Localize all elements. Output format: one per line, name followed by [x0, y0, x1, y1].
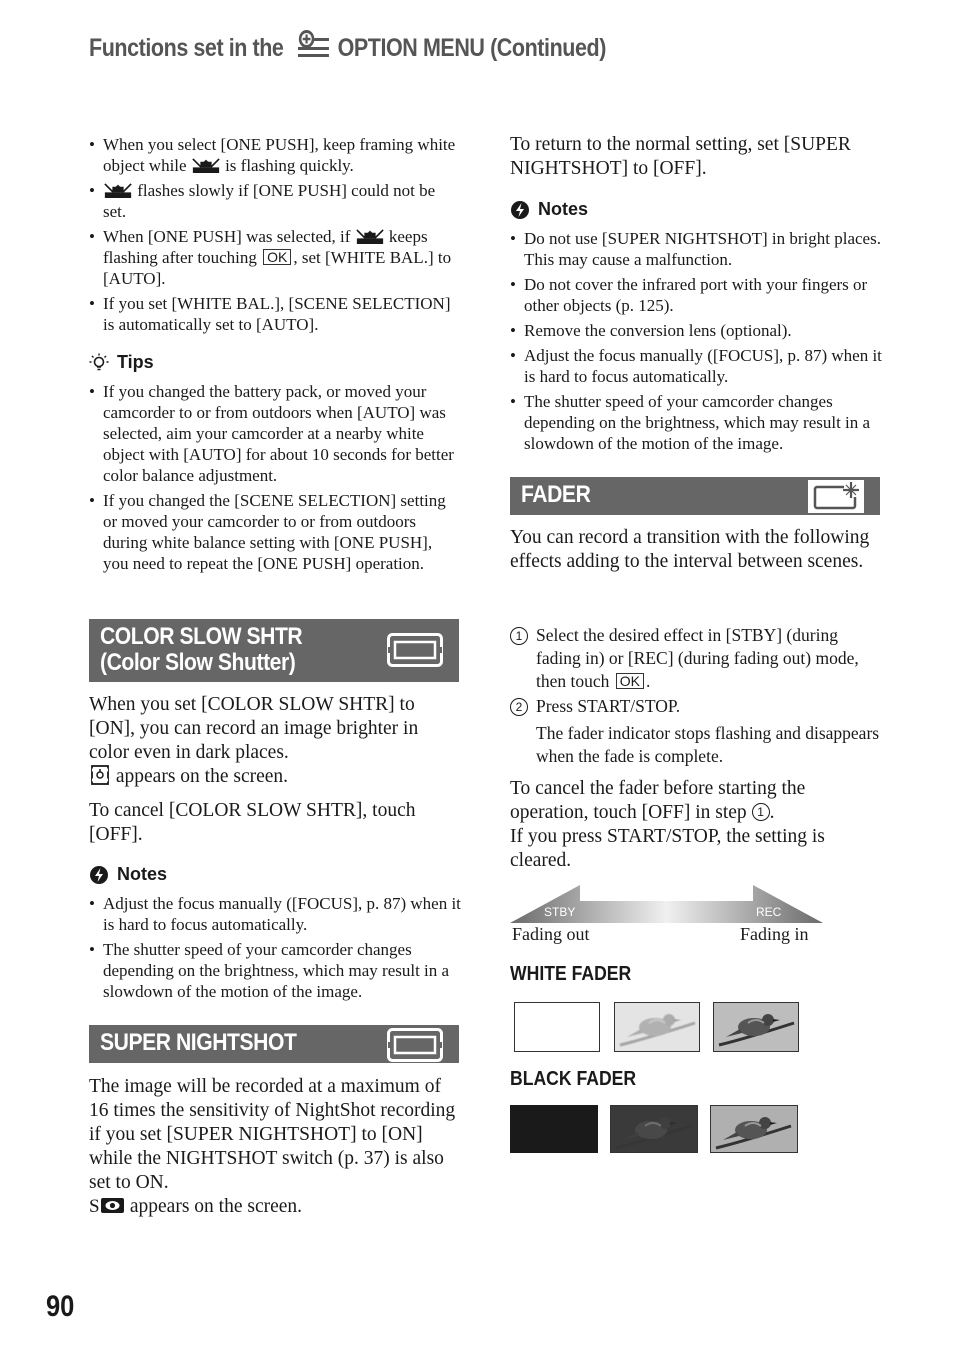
- white-fader-frame-2: [614, 1002, 700, 1052]
- tips-heading: Tips: [89, 352, 154, 373]
- section-subtitle: (Color Slow Shutter): [100, 649, 296, 676]
- camera-mode-icon: [387, 1028, 443, 1062]
- one-push-wb-icon: [355, 228, 385, 245]
- list-item: • If you changed the [SCENE SELECTION] setting or moved your camcorder to or from outdoors during white balance setting with [ONE PUSH], you need to repeat the [ONE PUSH] operation.: [89, 490, 461, 574]
- super-nightshot-description: The image will be recorded at a maximum of 16 times the sensitivity of NightShot recording if you set [SUPER NIGHTSHOT] to [ON] while the NIGHTSHOT switch (p. 37) is also set to ON. S appears on the screen.: [89, 1076, 456, 1217]
- super-nightshot-return: To return to the normal setting, set [SUPER NIGHTSHOT] to [OFF].: [510, 134, 851, 179]
- list-item: • The shutter speed of your camcorder changes depending on the brightness, which may result in a slowdown of the motion of the image.: [510, 391, 882, 454]
- white-balance-bullets: [89, 134, 461, 339]
- color-slow-shtr-title-bar: [89, 619, 459, 682]
- list-item: • Adjust the focus manually ([FOCUS], p. 87) when it is hard to focus automatically.: [510, 345, 882, 387]
- black-fader-frame-1: [510, 1105, 598, 1153]
- fading-out-label: Fading out: [512, 924, 590, 944]
- step-1: 1 Select the desired effect in [STBY] (during fading in) or [REC] (during fading out) mode, then touch OK .: [510, 624, 882, 693]
- fade-diagram: [510, 883, 826, 925]
- header-prefix: Functions set in the: [89, 34, 284, 62]
- ok-button-icon: OK: [616, 673, 644, 689]
- one-push-wb-icon: [191, 157, 221, 174]
- fader-intro: You can record a transition with the following effects adding to the interval between scenes.: [510, 527, 870, 572]
- super-nightshot-title-bar: [89, 1025, 459, 1063]
- step-2-detail: The fader indicator stops flashing and disappears when the fade is complete.: [536, 723, 880, 766]
- lightbulb-icon: [89, 353, 109, 373]
- list-item: • Do not use [SUPER NIGHTSHOT] in bright places. This may cause a malfunction.: [510, 228, 882, 270]
- tips-list: [89, 381, 461, 578]
- notes-icon: [89, 865, 109, 885]
- page-header: [89, 30, 606, 63]
- fader-title-bar: [510, 477, 880, 515]
- color-slow-notes: [89, 893, 461, 1006]
- page-number: 90: [46, 1290, 75, 1323]
- black-fader-heading: BLACK FADER: [510, 1068, 637, 1090]
- list-item: • The shutter speed of your camcorder changes depending on the brightness, which may result in a slowdown of the motion of the image.: [89, 939, 461, 1002]
- step-reference: 1: [752, 803, 770, 821]
- list-item: • When you select [ONE PUSH], keep framing white object while is flashing quickly.: [89, 134, 461, 176]
- list-item: • When [ONE PUSH] was selected, if keeps flashing after touching OK , set [WHITE BAL.] to [AUTO].: [89, 226, 461, 289]
- section-title: FADER: [521, 481, 591, 508]
- fader-cancel: To cancel the fader before starting the operation, touch [OFF] in step 1 . If you press START/STOP, the setting is cleared.: [510, 778, 825, 871]
- bird-image: [711, 1106, 797, 1153]
- notes-icon: [510, 200, 530, 220]
- color-slow-description: When you set [COLOR SLOW SHTR] to [ON], you can record an image brighter in color even in dark places. appears on the screen. To cancel [COLOR SLOW SHTR], touch [OFF].: [89, 694, 419, 845]
- ok-button-icon: OK: [263, 249, 291, 265]
- svg-text:S: S: [89, 1196, 100, 1215]
- step-number: 2: [510, 698, 528, 716]
- list-item: • Remove the conversion lens (optional).: [510, 320, 882, 341]
- black-fader-frame-2: [610, 1105, 698, 1153]
- list-item: • Adjust the focus manually ([FOCUS], p. 87) when it is hard to focus automatically.: [89, 893, 461, 935]
- list-item: • If you changed the battery pack, or moved your camcorder to or from outdoors when [AUTO] was selected, aim your camcorder at a nearby white object with [AUTO] for about 10 seconds for better color balance adjustment.: [89, 381, 461, 486]
- super-nightshot-notes: [510, 228, 882, 458]
- section-title: COLOR SLOW SHTR: [100, 623, 303, 650]
- camera-mode-icon: [387, 633, 443, 667]
- stby-label: STBY: [544, 905, 576, 919]
- white-fader-heading: WHITE FADER: [510, 963, 632, 985]
- fading-in-label: Fading in: [740, 924, 809, 944]
- notes-heading: Notes: [89, 864, 167, 885]
- bird-image: [714, 1003, 799, 1051]
- option-menu-icon: [296, 30, 330, 60]
- fader-mode-icon: [808, 480, 864, 513]
- section-title: SUPER NIGHTSHOT: [100, 1029, 297, 1056]
- header-suffix: OPTION MENU (Continued): [337, 34, 606, 62]
- white-fader-frame-3: [713, 1002, 799, 1052]
- list-item: • flashes slowly if [ONE PUSH] could not be set.: [89, 180, 461, 222]
- one-push-wb-icon: [103, 182, 133, 199]
- black-fader-frame-3: [710, 1105, 798, 1153]
- list-item: • Do not cover the infrared port with your fingers or other objects (p. 125).: [510, 274, 882, 316]
- color-slow-shutter-icon: [89, 765, 111, 785]
- rec-label: REC: [756, 905, 782, 919]
- list-item: • If you set [WHITE BAL.], [SCENE SELECTION] is automatically set to [AUTO].: [89, 293, 461, 335]
- step-2: 2 Press START/STOP. The fader indicator stops flashing and disappears when the fade is complete.: [510, 695, 882, 768]
- bird-image: [615, 1003, 700, 1051]
- step-number: 1: [510, 627, 528, 645]
- fader-steps: [510, 624, 882, 768]
- white-fader-frame-1: [514, 1002, 600, 1052]
- super-nightshot-icon: [89, 1195, 125, 1215]
- notes-heading: Notes: [510, 199, 588, 220]
- bird-image: [611, 1106, 697, 1153]
